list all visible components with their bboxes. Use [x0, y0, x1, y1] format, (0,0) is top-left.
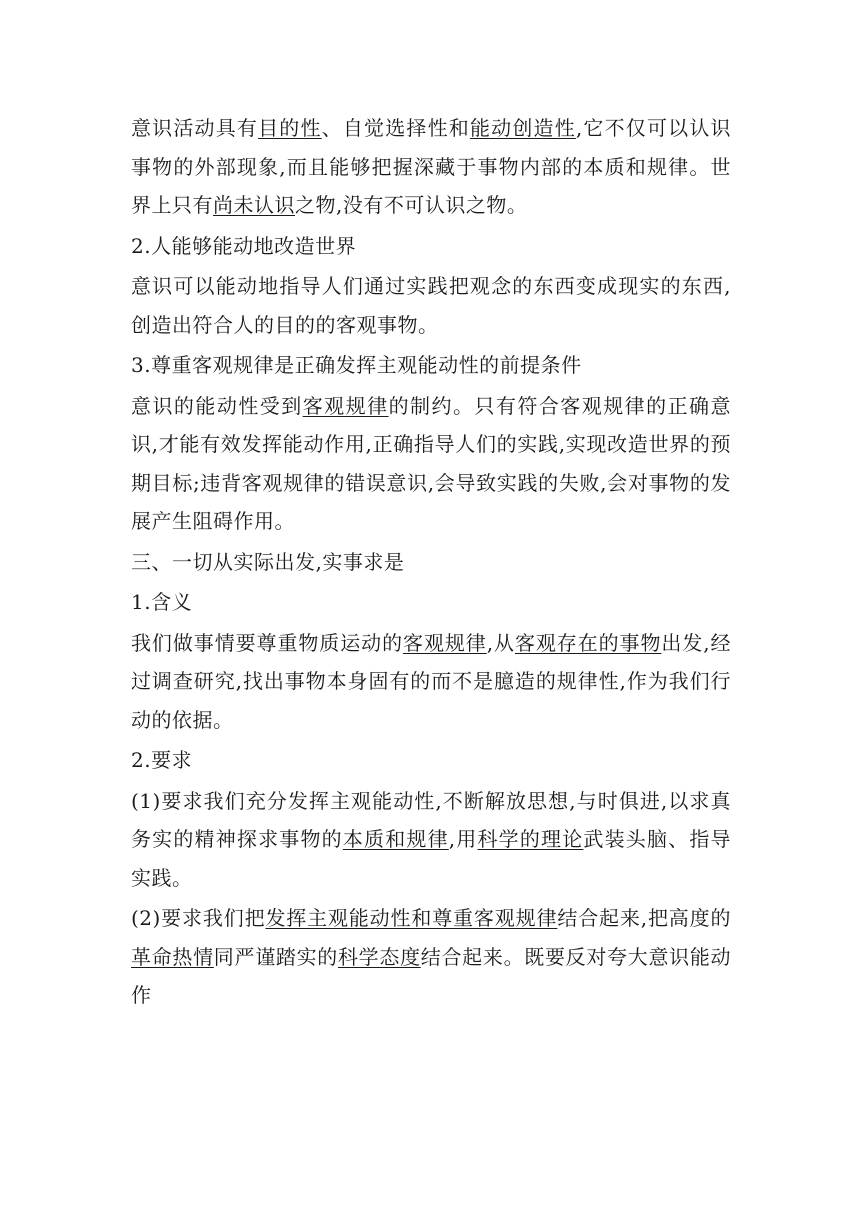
- text-run: 意识可以能动地指导人们通过实践把观念的东西变成现实的东西,创造出符合人的目的的客观事物。: [131, 274, 731, 337]
- text-run: 出发,经过调查研究,找出事物本身固有的而不是臆造的规律性,作为我们行动的依据。: [131, 630, 732, 732]
- text-run: 同严谨踏实的: [213, 944, 338, 969]
- text-run: 结合起来。既要反对夸大意识能动作: [131, 944, 732, 1007]
- text-run: 、自觉选择性和: [321, 116, 470, 140]
- paragraph: [131, 109, 731, 225]
- text-run: 意识的能动性受到: [131, 393, 303, 418]
- paragraph: [131, 267, 731, 344]
- paragraph: [131, 583, 731, 622]
- text-run: 三、一切从实际出发,实事求是: [131, 549, 405, 574]
- text-run: 我们做事情要尊重物质运动的: [131, 630, 404, 655]
- text-run: 意识活动具有: [131, 116, 259, 140]
- paragraph: [131, 782, 731, 898]
- text-run: ,用: [448, 827, 478, 851]
- text-run: ,它不仅可以认识事物的外部现象,而且能够把握深藏于事物内部的本质和规律。世界上只有: [131, 116, 732, 217]
- paragraph: [131, 899, 731, 1015]
- paragraph: [131, 346, 731, 385]
- paragraph: [131, 543, 731, 582]
- text-run: 2.人能够能动地改造世界: [131, 233, 357, 258]
- text-run: 的制约。只有符合客观规律的正确意识,才能有效发挥能动作用,正确指导人们的实践,实现改造世界的预期目标;违背客观规律的错误意识,会导致实践的失败,会对事物的发展产生阻碍作用。: [131, 393, 732, 533]
- text-run: 武装头脑、指导实践。: [131, 827, 732, 890]
- document-body: [131, 109, 731, 1015]
- text-run: 2.要求: [131, 748, 193, 772]
- underlined-keyword: 尚未认识: [213, 193, 295, 217]
- underlined-keyword: 科学的理论: [477, 827, 584, 851]
- text-run: (1)要求我们充分发挥主观能动性,不断解放思想,与时俱进,以求真务实的精神探求事物的: [131, 788, 731, 851]
- text-run: 结合起来,把高度的: [557, 906, 732, 930]
- text-run: 1.含义: [131, 590, 193, 614]
- underlined-keyword: 本质和规律: [342, 827, 449, 851]
- paragraph: [131, 387, 731, 541]
- paragraph: [131, 227, 731, 266]
- underlined-keyword: 革命热情: [131, 944, 214, 969]
- text-run: 3.尊重客观规律是正确发挥主观能动性的前提条件: [131, 353, 582, 377]
- text-run: (2)要求我们把: [131, 906, 266, 930]
- paragraph: [131, 624, 731, 740]
- underlined-keyword: 客观规律: [403, 630, 487, 655]
- underlined-keyword: 客观规律: [302, 393, 389, 418]
- underlined-keyword: 发挥主观能动性和尊重客观规律: [265, 906, 558, 930]
- text-run: ,从: [486, 630, 515, 655]
- text-run: 之物,没有不可认识之物。: [295, 193, 528, 217]
- paragraph: [131, 741, 731, 780]
- underlined-keyword: 能动创造性: [469, 116, 576, 140]
- underlined-keyword: 科学态度: [337, 944, 421, 969]
- underlined-keyword: 客观存在的事物: [514, 630, 662, 655]
- underlined-keyword: 目的性: [258, 116, 322, 140]
